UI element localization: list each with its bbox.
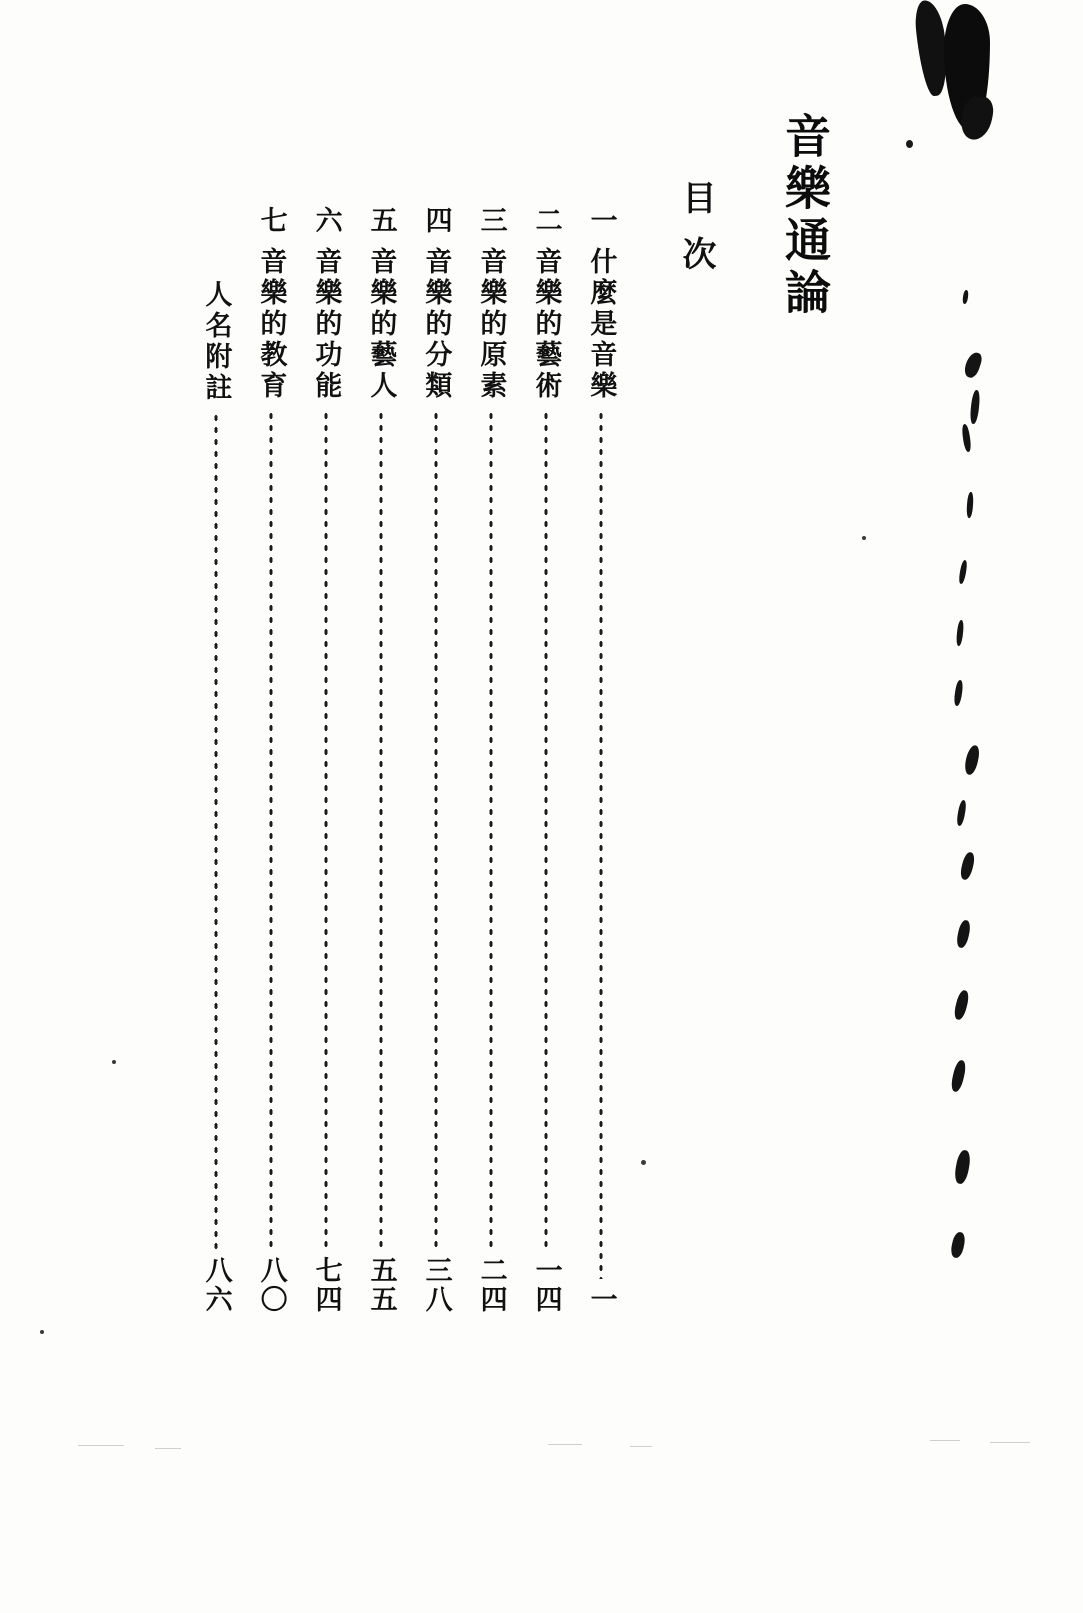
- ink-mark-artifact: [962, 350, 983, 379]
- ink-mark-artifact: [969, 390, 981, 425]
- toc-entry[interactable]: [518, 206, 573, 1316]
- toc-entry-page: 八〇: [255, 1256, 287, 1314]
- toc-leader-dots: [213, 412, 219, 1250]
- toc-leader-dots: [488, 410, 494, 1250]
- toc-leader-dots: [323, 410, 329, 1250]
- toc-entry-page: 一: [585, 1285, 617, 1314]
- scan-edge-line-artifact: [548, 1444, 582, 1445]
- ink-mark-artifact: [953, 989, 971, 1021]
- scan-edge-line-artifact: [155, 1448, 181, 1449]
- toc-entry[interactable]: [573, 206, 628, 1316]
- toc-entry-number: 五: [365, 206, 397, 235]
- toc-entry[interactable]: [408, 206, 463, 1316]
- toc-entry-number: 七: [255, 206, 287, 235]
- ink-mark-artifact: [956, 800, 967, 827]
- toc-entry-label: 音樂的功能: [310, 247, 342, 402]
- toc-entry-label: 音樂的原素: [475, 247, 507, 402]
- ink-mark-artifact: [953, 1149, 972, 1185]
- toc-entry[interactable]: [243, 206, 298, 1316]
- scan-edge-line-artifact: [990, 1442, 1030, 1443]
- toc-entry-page: 一四: [530, 1256, 562, 1314]
- toc-entry-page: 八六: [200, 1256, 232, 1314]
- toc-leader-dots: [268, 410, 274, 1250]
- ink-mark-artifact: [961, 424, 972, 453]
- ink-smudge-artifact: [900, 0, 1012, 170]
- ink-mark-artifact: [963, 744, 981, 776]
- ink-mark-artifact: [959, 851, 976, 881]
- toc-entry[interactable]: [298, 206, 353, 1316]
- toc-leader-dots: [378, 410, 384, 1250]
- toc-entry-label: 音樂的藝術: [530, 247, 562, 402]
- toc-entry-page: 二四: [475, 1256, 507, 1314]
- ink-mark-artifact: [962, 290, 969, 305]
- ink-mark-artifact: [956, 620, 965, 646]
- dust-speck-artifact: [40, 1330, 44, 1334]
- ink-mark-artifact: [949, 1231, 966, 1259]
- ink-mark-artifact: [953, 680, 964, 707]
- toc-entry[interactable]: [463, 206, 518, 1316]
- toc-entry-page: 七四: [310, 1256, 342, 1314]
- toc-entry-page: 三八: [420, 1256, 452, 1314]
- toc-entry-label: 音樂的教育: [255, 247, 287, 402]
- toc-entry-number: 三: [475, 206, 507, 235]
- ink-mark-artifact: [958, 560, 968, 585]
- dust-speck-artifact: [112, 1060, 116, 1064]
- toc-entry-number: 二: [530, 206, 562, 235]
- toc-entry-number: 一: [585, 206, 617, 235]
- page-title: 音樂通論: [778, 112, 832, 320]
- ink-mark-artifact: [966, 492, 974, 518]
- toc-leader-dots: [433, 410, 439, 1250]
- ink-mark-artifact: [950, 1059, 968, 1093]
- toc-entry[interactable]: [188, 206, 243, 1316]
- ink-mark-artifact: [955, 919, 972, 949]
- toc-entry-number: 四: [420, 206, 452, 235]
- toc-heading: 目次: [676, 180, 716, 292]
- scan-edge-line-artifact: [930, 1440, 960, 1441]
- dust-speck-artifact: [641, 1160, 646, 1165]
- toc-entry-label: 人名附註: [200, 280, 232, 404]
- dust-speck-artifact: [862, 536, 866, 540]
- toc-entry-number: 六: [310, 206, 342, 235]
- toc-entry-label: 音樂的分類: [420, 247, 452, 402]
- toc-entry-page: 五五: [365, 1256, 397, 1314]
- toc-leader-dots: [598, 410, 604, 1279]
- toc-leader-dots: [543, 410, 549, 1250]
- table-of-contents: [128, 206, 628, 1326]
- toc-entry-label: 音樂的藝人: [365, 247, 397, 402]
- toc-entry-label: 什麼是音樂: [585, 247, 617, 402]
- scan-edge-line-artifact: [630, 1446, 652, 1447]
- scan-edge-line-artifact: [78, 1445, 124, 1446]
- toc-entry[interactable]: [353, 206, 408, 1316]
